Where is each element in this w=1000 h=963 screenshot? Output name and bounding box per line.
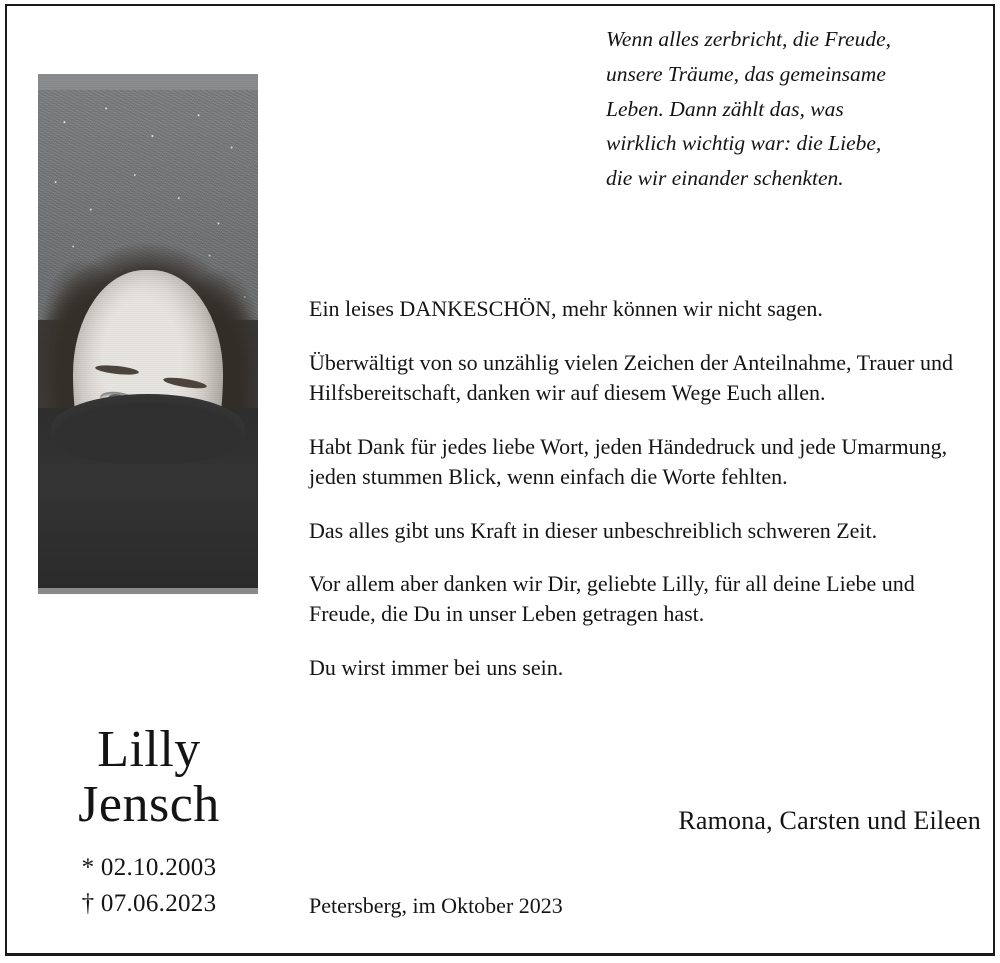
portrait-photo xyxy=(38,74,258,594)
poem-line: wirklich wichtig war: die Liebe, xyxy=(606,131,882,156)
message-paragraph: Vor allem aber danken wir Dir, geliebte Lilly, für all deine Liebe und Freude, die Du in unser Leben getragen hast. xyxy=(309,571,915,627)
message-paragraph: Das alles gibt uns Kraft in dieser unbeschreiblich schweren Zeit. xyxy=(309,517,878,543)
life-dates xyxy=(20,850,278,922)
message-paragraph: Überwältigt von so unzählig vielen Zeichen der Anteilnahme, Trauer und Hilfsbereitschaft, danken wir auf diesem Wege Euch allen. xyxy=(309,349,953,405)
poem-line: unsere Träume, das gemeinsame xyxy=(606,61,886,86)
place-and-date: Petersberg, im Oktober 2023 xyxy=(309,893,563,918)
thank-you-message xyxy=(309,294,981,683)
message-paragraph: Ein leises DANKESCHÖN, mehr können wir nicht sagen. xyxy=(309,296,823,321)
message-paragraph: Du wirst immer bei uns sein. xyxy=(309,655,564,681)
poem-line: Leben. Dann zählt das, was xyxy=(606,96,844,121)
photo-grain-overlay xyxy=(38,74,258,594)
deceased-first-name: Lilly xyxy=(97,721,201,778)
family-signature: Ramona, Carsten und Eileen xyxy=(678,806,981,835)
poem-line: Wenn alles zerbricht, die Freude, xyxy=(606,27,892,51)
memorial-poem xyxy=(606,22,978,196)
death-date-line: † 07.06.2023 xyxy=(81,890,217,918)
birth-date-line: * 02.10.2003 xyxy=(81,854,217,882)
deceased-name-block xyxy=(20,722,278,922)
deceased-last-name: Jensch xyxy=(78,776,220,834)
poem-line: die wir einander schenkten. xyxy=(606,166,844,191)
message-paragraph: Habt Dank für jedes liebe Wort, jeden Händedruck und jede Umarmung, jeden stummen Blick, wenn einfach die Worte fehlten. xyxy=(309,433,948,489)
